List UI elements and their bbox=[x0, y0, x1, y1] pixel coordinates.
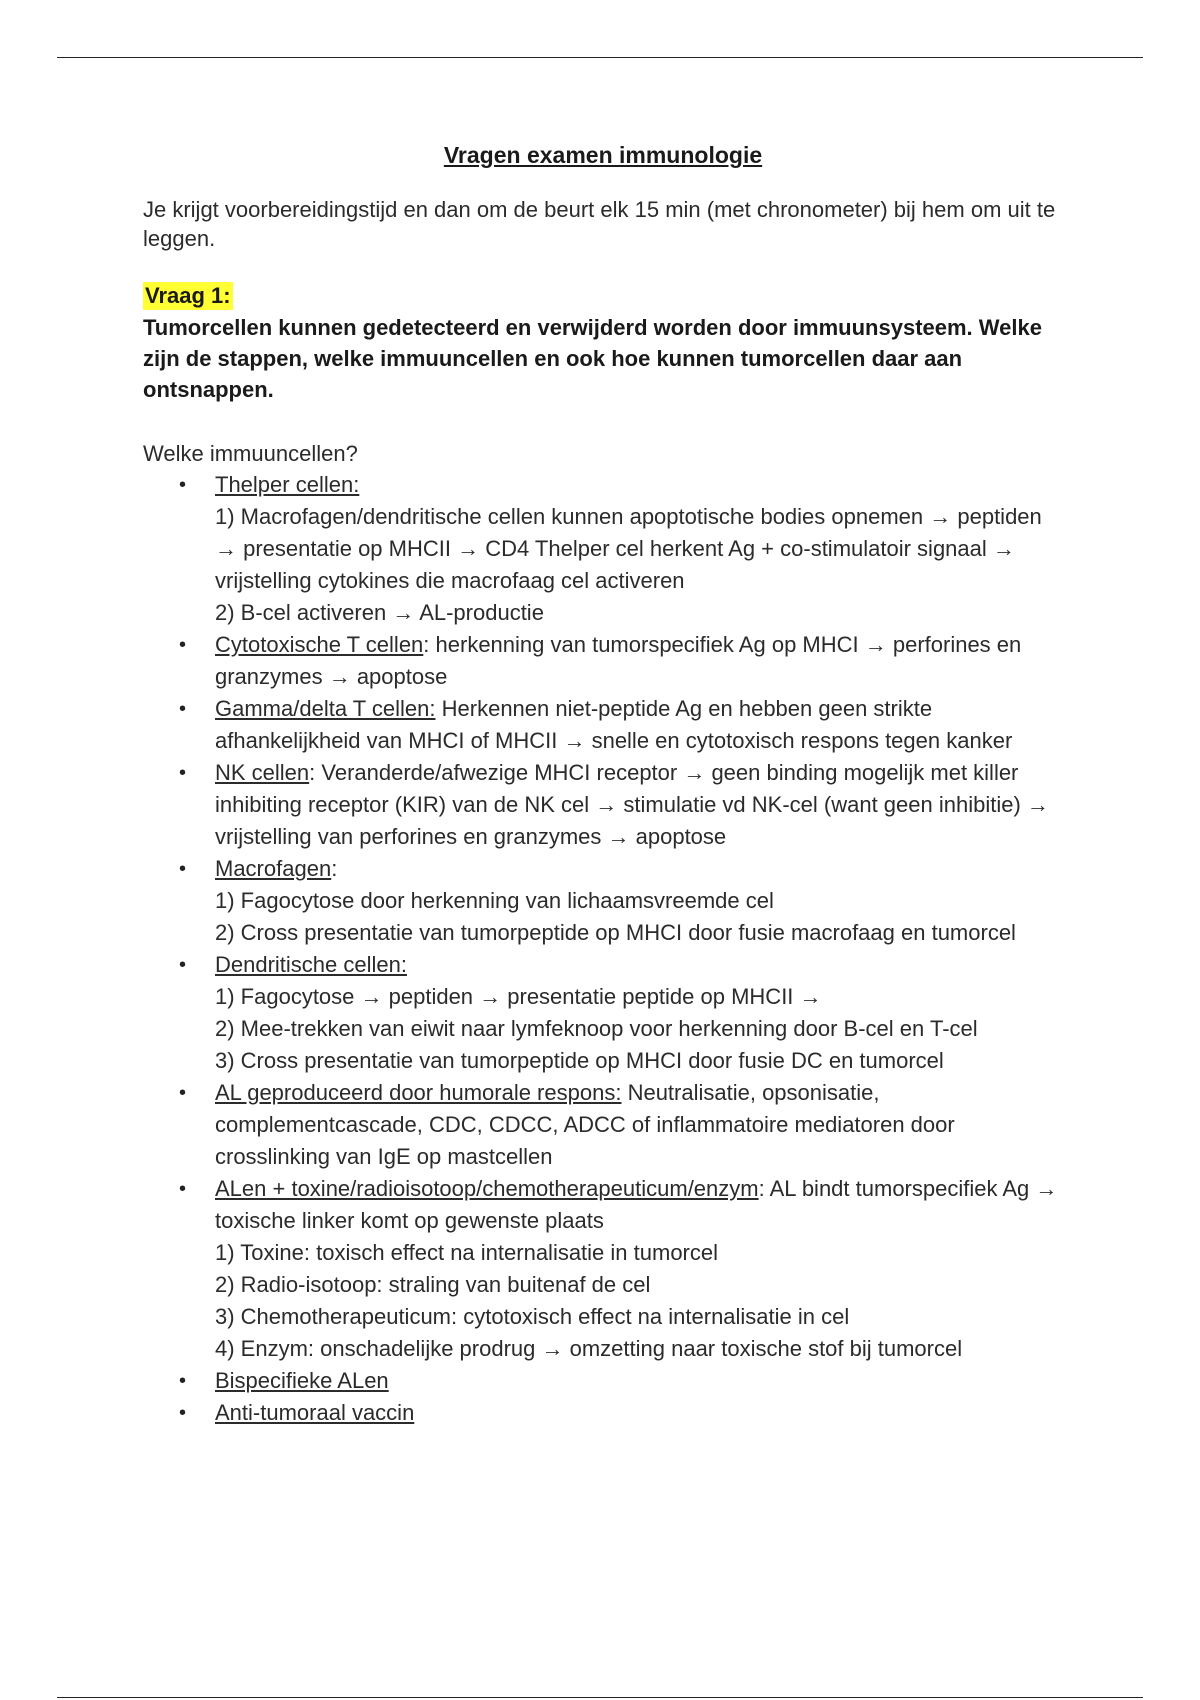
list-item bbox=[215, 469, 1063, 629]
sub-item: 2) Cross presentatie van tumorpeptide op MHCI door fusie macrofaag en tumorcel bbox=[215, 920, 1016, 945]
list-item bbox=[215, 629, 1063, 693]
sub-item: 3) Cross presentatie van tumorpeptide op MHCI door fusie DC en tumorcel bbox=[215, 1048, 944, 1073]
list-item bbox=[215, 1365, 1063, 1397]
item-heading: Bispecifieke ALen bbox=[215, 1368, 389, 1393]
item-heading: NK cellen bbox=[215, 760, 310, 785]
list-item bbox=[215, 949, 1063, 1077]
item-heading: ALen + toxine/radioisotoop/chemotherapeuticum/enzym bbox=[215, 1176, 759, 1201]
sub-item: 1) Toxine: toxisch effect na internalisatie in tumorcel bbox=[215, 1240, 719, 1265]
list-item bbox=[215, 1077, 1063, 1173]
sub-item: 1) Macrofagen/dendritische cellen kunnen apoptotische bodies opnemen → peptiden → presentatie op MHCII → CD4 Thelper cel herkent Ag + co-stimulatoir signaal → vrijstelling cytokines die macrofaag cel activeren bbox=[215, 504, 1042, 593]
document-body bbox=[143, 142, 1063, 1429]
item-heading: AL geproduceerd door humorale respons: bbox=[215, 1080, 622, 1105]
item-heading: Anti-tumoraal vaccin bbox=[215, 1400, 415, 1425]
item-heading: Thelper cellen: bbox=[215, 472, 360, 497]
list-item bbox=[215, 1173, 1063, 1365]
item-heading: Dendritische cellen: bbox=[215, 952, 407, 977]
immune-cell-list bbox=[143, 469, 1063, 1429]
item-text: Herkennen niet-peptide Ag en hebben geen strikte afhankelijkheid van MHCI of MHCII → snelle en cytotoxisch respons tegen kanker bbox=[215, 696, 1013, 753]
top-rule bbox=[57, 57, 1143, 58]
question-label: Vraag 1: bbox=[145, 283, 231, 308]
list-item bbox=[215, 693, 1063, 757]
bottom-rule bbox=[57, 1697, 1143, 1698]
sub-item: 4) Enzym: onschadelijke prodrug → omzetting naar toxische stof bij tumorcel bbox=[215, 1336, 963, 1361]
item-text: : Veranderde/afwezige MHCI receptor → geen binding mogelijk met killer inhibiting receptor (KIR) van de NK cel → stimulatie vd NK-cel (want geen inhibitie) → vrijstelling van perforines en granzymes → apoptose bbox=[215, 760, 1049, 849]
item-heading: Gamma/delta T cellen: bbox=[215, 696, 436, 721]
sub-item: 1) Fagocytose door herkenning van lichaamsvreemde cel bbox=[215, 888, 774, 913]
section-label: Welke immuuncellen? bbox=[143, 441, 358, 466]
list-item bbox=[215, 853, 1063, 949]
list-item bbox=[215, 1397, 1063, 1429]
sub-item: 1) Fagocytose → peptiden → presentatie peptide op MHCII → bbox=[215, 984, 822, 1009]
page-title: Vragen examen immunologie bbox=[443, 142, 763, 168]
sub-item: 2) Mee-trekken van eiwit naar lymfeknoop voor herkenning door B-cel en T-cel bbox=[215, 1016, 978, 1041]
item-heading: Cytotoxische T cellen bbox=[215, 632, 424, 657]
sub-item: 2) B-cel activeren → AL-productie bbox=[215, 600, 544, 625]
item-heading: Macrofagen bbox=[215, 856, 332, 881]
item-text: : herkenning van tumorspecifiek Ag op MHCI → perforines en granzymes → apoptose bbox=[215, 632, 1022, 689]
item-text: : bbox=[331, 856, 338, 881]
intro-paragraph: Je krijgt voorbereidingstijd en dan om de beurt elk 15 min (met chronometer) bij hem om uit te leggen. bbox=[143, 197, 1056, 251]
question-text: Tumorcellen kunnen gedetecteerd en verwijderd worden door immuunsysteem. Welke zijn de stappen, welke immuuncellen en ook hoe kunnen tumorcellen daar aan ontsnappen. bbox=[143, 315, 1042, 402]
item-text: : AL bindt tumorspecifiek Ag → toxische linker komt op gewenste plaats bbox=[215, 1176, 1058, 1233]
list-item bbox=[215, 757, 1063, 853]
item-text: Neutralisatie, opsonisatie, complementcascade, CDC, CDCC, ADCC of inflammatoire mediatoren door crosslinking van IgE op mastcellen bbox=[215, 1080, 955, 1169]
sub-item: 3) Chemotherapeuticum: cytotoxisch effect na internalisatie in cel bbox=[215, 1304, 850, 1329]
sub-item: 2) Radio-isotoop: straling van buitenaf de cel bbox=[215, 1272, 651, 1297]
